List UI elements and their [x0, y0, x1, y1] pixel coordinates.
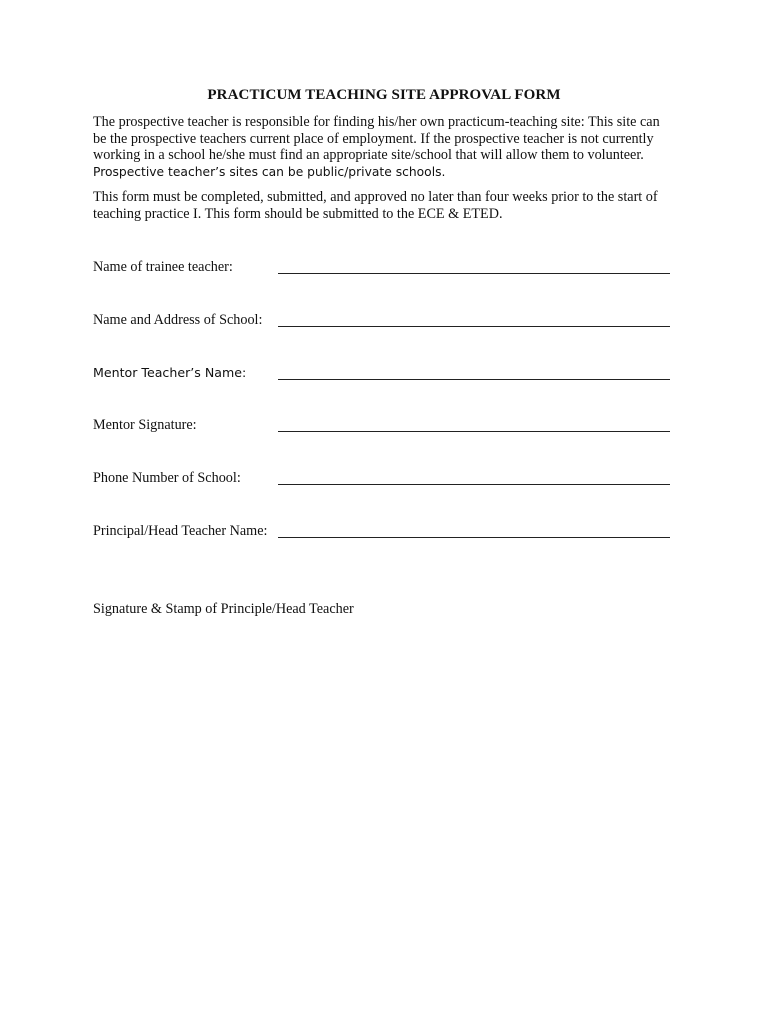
school-phone-label: Phone Number of School:	[93, 470, 241, 486]
intro-paragraph	[93, 114, 673, 180]
school-phone-blank[interactable]	[278, 484, 670, 485]
intro-line: The prospective teacher is responsible for finding his/her own practicum-teaching site: This site can	[93, 114, 660, 130]
intro-line: Prospective teacher’s sites can be public/private schools.	[93, 164, 446, 179]
mentor-name-label: Mentor Teacher’s Name:	[93, 365, 247, 380]
mentor-name-blank[interactable]	[278, 379, 670, 380]
mentor-signature-label: Mentor Signature:	[93, 417, 197, 433]
intro-line: working in a school he/she must find an appropriate site/school that will allow them to volunteer.	[93, 147, 644, 164]
school-phone-field[interactable]	[93, 470, 670, 490]
trainee-teacher-label: Name of trainee teacher:	[93, 259, 233, 275]
school-name-address-label: Name and Address of School:	[93, 312, 263, 328]
school-name-address-blank[interactable]	[278, 326, 670, 327]
deadline-line: This form must be completed, submitted, and approved no later than four weeks prior to the start of	[93, 189, 658, 205]
deadline-paragraph	[93, 189, 673, 222]
mentor-name-field[interactable]	[93, 365, 670, 385]
principal-name-label: Principal/Head Teacher Name:	[93, 523, 268, 539]
principal-name-field[interactable]	[93, 523, 670, 543]
principal-name-blank[interactable]	[278, 537, 670, 538]
deadline-line: teaching practice I. This form should be submitted to the ECE & ETED.	[93, 205, 503, 222]
trainee-teacher-field[interactable]	[93, 259, 670, 279]
intro-line: be the prospective teachers current place of employment. If the prospective teacher is not currently	[93, 130, 654, 147]
school-name-address-field[interactable]	[93, 312, 670, 332]
trainee-teacher-blank[interactable]	[278, 273, 670, 274]
signature-stamp-label: Signature & Stamp of Principle/Head Teacher	[93, 601, 354, 617]
form-title: PRACTICUM TEACHING SITE APPROVAL FORM	[207, 87, 561, 103]
mentor-signature-blank[interactable]	[278, 431, 670, 432]
mentor-signature-field[interactable]	[93, 417, 670, 437]
